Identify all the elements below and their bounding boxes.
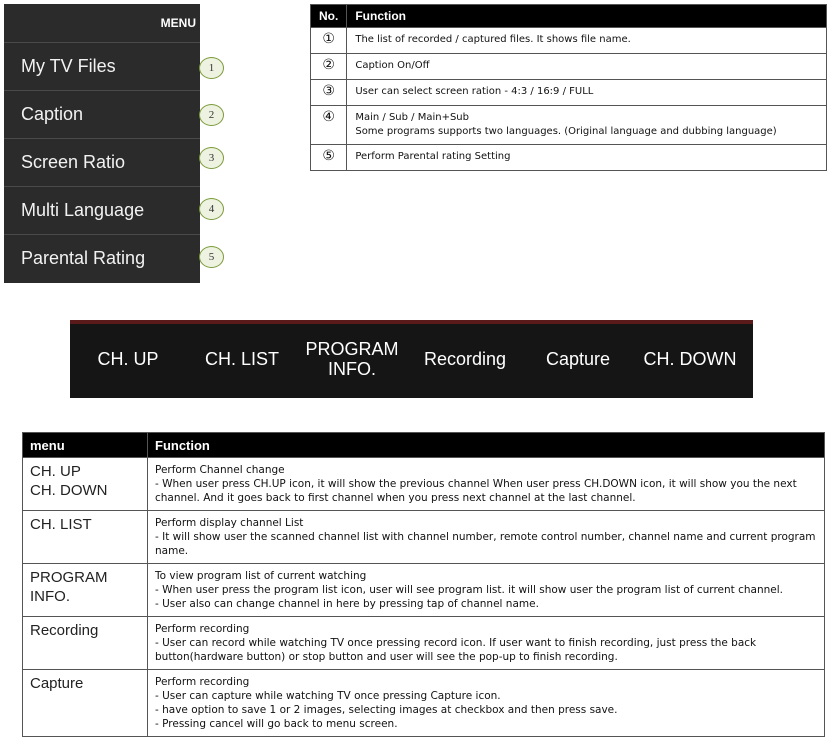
- table-row: [23, 458, 825, 511]
- table-row: [23, 564, 825, 617]
- menu-item-my-tv-files[interactable]: My TV Files: [4, 42, 200, 90]
- row-menu: [23, 458, 148, 511]
- menu-text: PROGRAM: [30, 569, 108, 586]
- function-text: Some programs supports two languages. (Original language and dubbing language): [355, 126, 777, 137]
- row-number: ③: [311, 80, 347, 106]
- function-text: Caption On/Off: [355, 60, 430, 71]
- table-row: [311, 80, 827, 106]
- row-function: [347, 80, 827, 106]
- function-text: User can select screen ration - 4:3 / 16:9 / FULL: [355, 86, 594, 97]
- function-text: Perform recording: [155, 623, 250, 635]
- function-text: - It will show user the scanned channel list with channel number, remote control number, channel name and current program name.: [155, 531, 816, 557]
- menu-text: INFO.: [30, 588, 70, 605]
- menu-item-multi-language[interactable]: Multi Language: [4, 186, 200, 234]
- function-text: - have option to save 1 or 2 images, selecting images at checkbox and then press save.: [155, 704, 618, 716]
- menu-function-table: [310, 4, 827, 171]
- row-number: ①: [311, 28, 347, 54]
- function-text: Main / Sub / Main+Sub: [355, 112, 469, 123]
- table-row: [23, 511, 825, 564]
- row-function: [347, 28, 827, 54]
- table-row: [23, 617, 825, 670]
- column-header-menu: menu: [23, 433, 148, 458]
- table-header-row: [311, 5, 827, 28]
- row-function: [347, 54, 827, 80]
- menu-item-caption[interactable]: Caption: [4, 90, 200, 138]
- table-row: [23, 670, 825, 737]
- row-function: [347, 106, 827, 145]
- row-function: [148, 564, 825, 617]
- table-row: [311, 28, 827, 54]
- row-function: [347, 145, 827, 171]
- column-header-no: No.: [311, 5, 347, 28]
- callout-marker-4: 4: [199, 198, 224, 220]
- row-number: ④: [311, 106, 347, 145]
- capture-button[interactable]: Capture: [545, 349, 611, 369]
- function-text: Perform display channel List: [155, 517, 304, 529]
- function-text: To view program list of current watching: [155, 570, 367, 582]
- menu-text: CH. DOWN: [30, 482, 108, 499]
- function-text: - User can capture while watching TV once pressing Capture icon.: [155, 690, 501, 702]
- recording-button[interactable]: Recording: [423, 349, 507, 369]
- row-number: ⑤: [311, 145, 347, 171]
- column-header-function: Function: [148, 433, 825, 458]
- menu-item-parental-rating[interactable]: Parental Rating: [4, 234, 200, 282]
- program-info-button[interactable]: [298, 339, 406, 379]
- bar-top-edge: [70, 320, 753, 324]
- function-text: - When user press the program list icon, user will see program list. it will show user the program list of current channel.: [155, 584, 783, 596]
- row-function: [148, 458, 825, 511]
- function-text: Perform recording: [155, 676, 250, 688]
- table-header-row: [23, 433, 825, 458]
- function-text: - When user press CH.UP icon, it will show the previous channel When user press CH.DOWN icon, it will show you the next channel. And it goes back to first channel when you press next channel at the last channel.: [155, 478, 797, 504]
- row-menu: [23, 617, 148, 670]
- menu-text: CH. UP: [30, 463, 81, 480]
- menu-title: MENU: [160, 16, 196, 30]
- function-text: - User also can change channel in here by pressing tap of channel name.: [155, 598, 539, 610]
- callout-marker-1: 1: [199, 57, 224, 79]
- ch-down-button[interactable]: CH. DOWN: [643, 349, 737, 369]
- menu-item-screen-ratio[interactable]: Screen Ratio: [4, 138, 200, 186]
- channel-control-bar: [70, 320, 753, 398]
- row-function: [148, 511, 825, 564]
- column-header-function: Function: [347, 5, 827, 28]
- menu-text: Recording: [30, 622, 99, 639]
- menu-text: Capture: [30, 675, 84, 692]
- function-text: The list of recorded / captured files. It shows file name.: [355, 34, 631, 45]
- menu-text: CH. LIST: [30, 516, 92, 533]
- side-menu: [4, 4, 200, 283]
- menu-header: [4, 4, 200, 42]
- function-text: - Pressing cancel will go back to menu screen.: [155, 718, 398, 730]
- callout-marker-3: 3: [199, 147, 224, 169]
- function-text: - User can record while watching TV once pressing record icon. If user want to finish recording, just press the back button(hardware button) or stop button and user will see the pop-up to finish recording.: [155, 637, 757, 663]
- row-number: ②: [311, 54, 347, 80]
- row-menu: [23, 670, 148, 737]
- row-function: [148, 670, 825, 737]
- function-text: Perform Parental rating Setting: [355, 151, 511, 162]
- table-row: [311, 145, 827, 171]
- table-row: [311, 106, 827, 145]
- row-menu: [23, 511, 148, 564]
- row-menu: [23, 564, 148, 617]
- row-function: [148, 617, 825, 670]
- callout-marker-5: 5: [199, 246, 224, 268]
- ch-list-button[interactable]: CH. LIST: [204, 349, 279, 369]
- ch-up-button[interactable]: CH. UP: [97, 349, 159, 369]
- table-row: [311, 54, 827, 80]
- function-text: Perform Channel change: [155, 464, 285, 476]
- callout-marker-2: 2: [199, 104, 224, 126]
- program-info-label: PROGRAM INFO.: [305, 339, 399, 379]
- bar-function-table: [22, 432, 825, 737]
